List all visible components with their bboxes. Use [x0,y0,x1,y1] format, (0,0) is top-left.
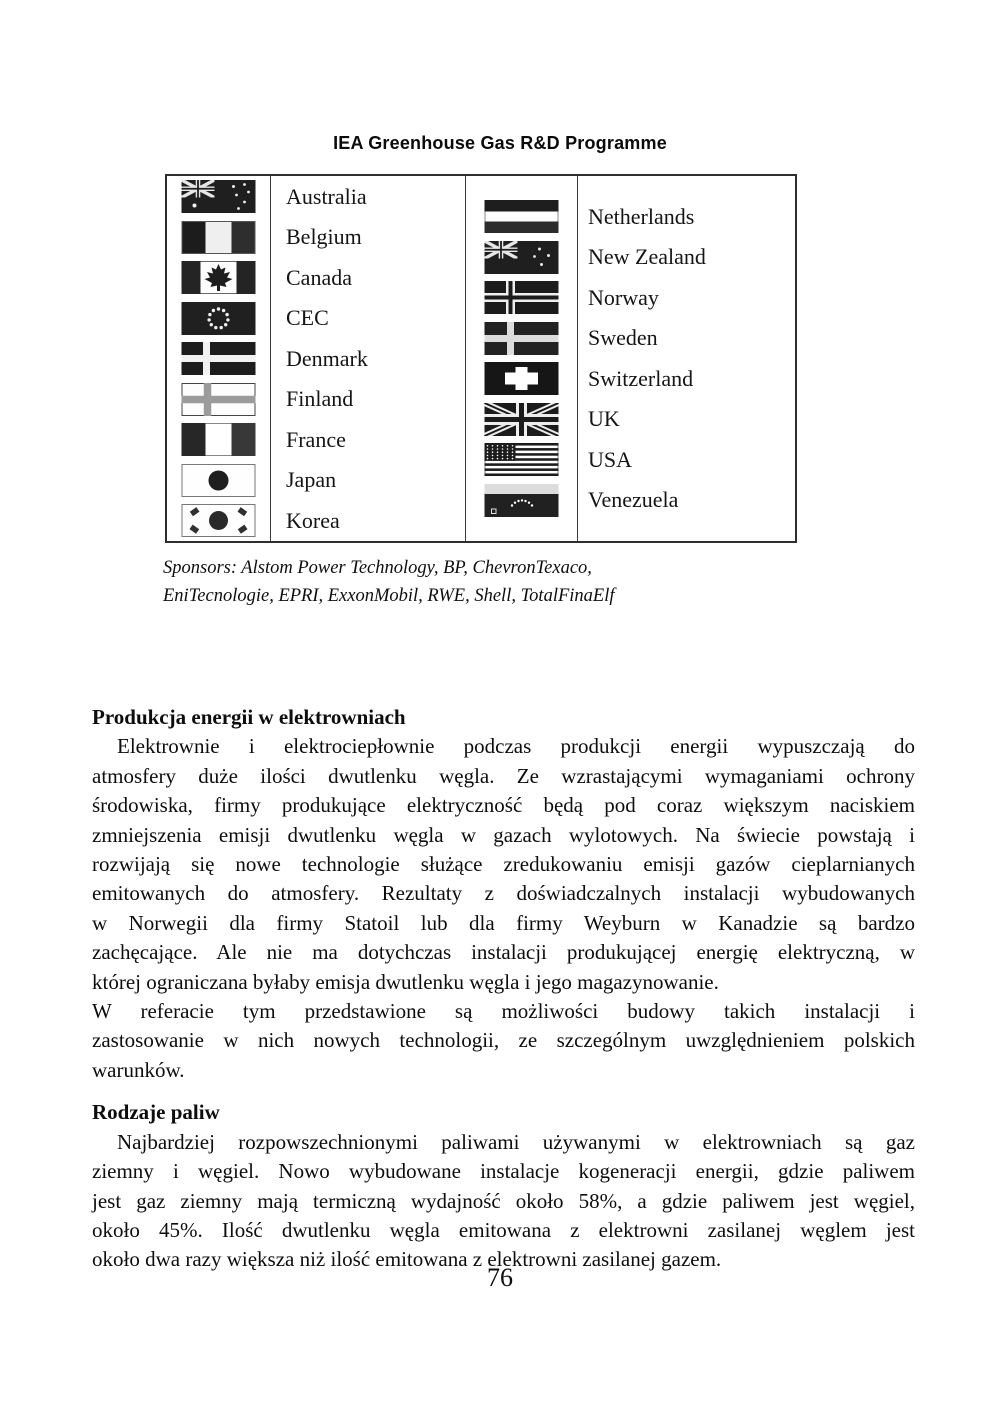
sponsors-line: Sponsors: Alstom Power Technology, BP, ChevronTexaco, [163,558,592,578]
country-label: France [286,426,346,452]
flag-cec-icon [181,298,256,339]
flag-sweden-icon [484,318,559,359]
flag-france-icon [181,419,256,460]
country-label: Denmark [286,345,368,371]
body-paragraph [92,1128,915,1275]
country-label: Venezuela [588,487,679,513]
country-label: USA [588,446,633,472]
body-paragraph [92,997,915,1085]
table-title: IEA Greenhouse Gas R&D Programme [333,133,667,153]
body-line: której ograniczana byłaby emisja dwutlenku węgla i jego magazynowanie. [92,969,719,994]
body-paragraph [92,732,915,997]
section-1 [92,703,915,1085]
left-name-column [270,176,465,541]
country-label: Australia [286,183,367,209]
section-heading: Produkcja energii w elektrowniach [92,705,406,729]
flag-belgium-icon [181,217,256,258]
body-line: W referacie tym przedstawione są możliwości budowy takich instalacji i [92,999,915,1024]
flag-canada-icon [181,257,256,298]
country-label: Switzerland [588,365,694,391]
left-flag-column [167,176,270,541]
flag-usa-icon [484,440,559,481]
body-line: atmosfery duże ilości dwutlenku węgla. Ze wzrastającymi wymaganiami ochrony [92,763,915,788]
flag-korea-icon [181,500,256,541]
body-text [92,703,915,1275]
country-label: Japan [286,467,337,492]
flag-venezuela-icon [484,480,559,521]
body-line: w Norwegii dla firmy Statoil lub dla firmy Weyburn w Kanadzie są bardzo [92,910,915,935]
country-label: CEC [286,305,329,330]
body-line: emitowanych do atmosfery. Rezultaty z doświadczalnych instalacji wybudowanych [92,881,915,906]
flag-finland-icon [181,379,256,420]
body-line: środowiska, firmy produkujące elektryczność będą pod coraz większym naciskiem [92,793,915,818]
country-label: Canada [286,264,352,290]
body-line: Elektrownie i elektrociepłownie podczas produkcji energii wypuszczają do [117,734,915,759]
flag-switzerland-icon [484,359,559,400]
sponsors-note [163,555,783,610]
right-name-column [577,176,795,541]
section-2 [92,1098,915,1274]
body-line: zastosowanie w nich nowych technologii, ze szczególnym uwzględnieniem polskich [92,1028,915,1053]
flag-australia-icon [181,176,256,217]
flag-uk-icon [484,399,559,440]
sponsors-line: EniTecnologie, EPRI, ExxonMobil, RWE, Shell, TotalFinaElf [163,585,615,606]
country-label: Norway [588,284,659,310]
body-line: około dwa razy większa niż ilość emitowana z elektrowni zasilanej gazem. [92,1247,722,1272]
flag-new-zealand-icon [484,237,559,278]
country-label: Korea [286,507,340,533]
body-line: ziemny i węgiel. Nowo wybudowane instalacje kogeneracji energii, gdzie paliwem [92,1159,915,1184]
country-label: Belgium [286,224,362,249]
page-number: 76 [487,1263,513,1292]
right-flag-column [465,176,577,541]
country-label: UK [588,406,620,432]
country-label: Finland [286,386,354,411]
country-label: Netherlands [588,203,695,229]
body-line: warunków. [92,1057,185,1082]
flag-japan-icon [181,460,256,501]
section-heading: Rodzaje paliw [92,1100,220,1125]
country-label: New Zealand [588,244,706,270]
flag-netherlands-icon [484,197,559,238]
body-line: około 45%. Ilość dwutlenku węgla emitowana z elektrowni zasilanej węglem jest [92,1217,915,1242]
flag-norway-icon [484,278,559,319]
body-line: Najbardziej rozpowszechnionymi paliwami używanymi w elektrowniach są gaz [117,1129,915,1154]
body-line: zachęcające. Ale nie ma dotychczas instalacji produkującej energię elektryczną, w [92,940,915,965]
membership-table [165,174,797,543]
body-line: rozwijają się nowe technologie służące zredukowaniu emisji gazów cieplarnianych [92,852,915,877]
body-line: zmniejszenia emisji dwutlenku węgla w gazach wylotowych. Na świecie powstają i [92,822,915,847]
body-line: jest gaz ziemny mają termiczną wydajność około 58%, a gdzie paliwem jest węgiel, [92,1188,915,1213]
flag-denmark-icon [181,338,256,379]
country-label: Sweden [588,325,658,351]
